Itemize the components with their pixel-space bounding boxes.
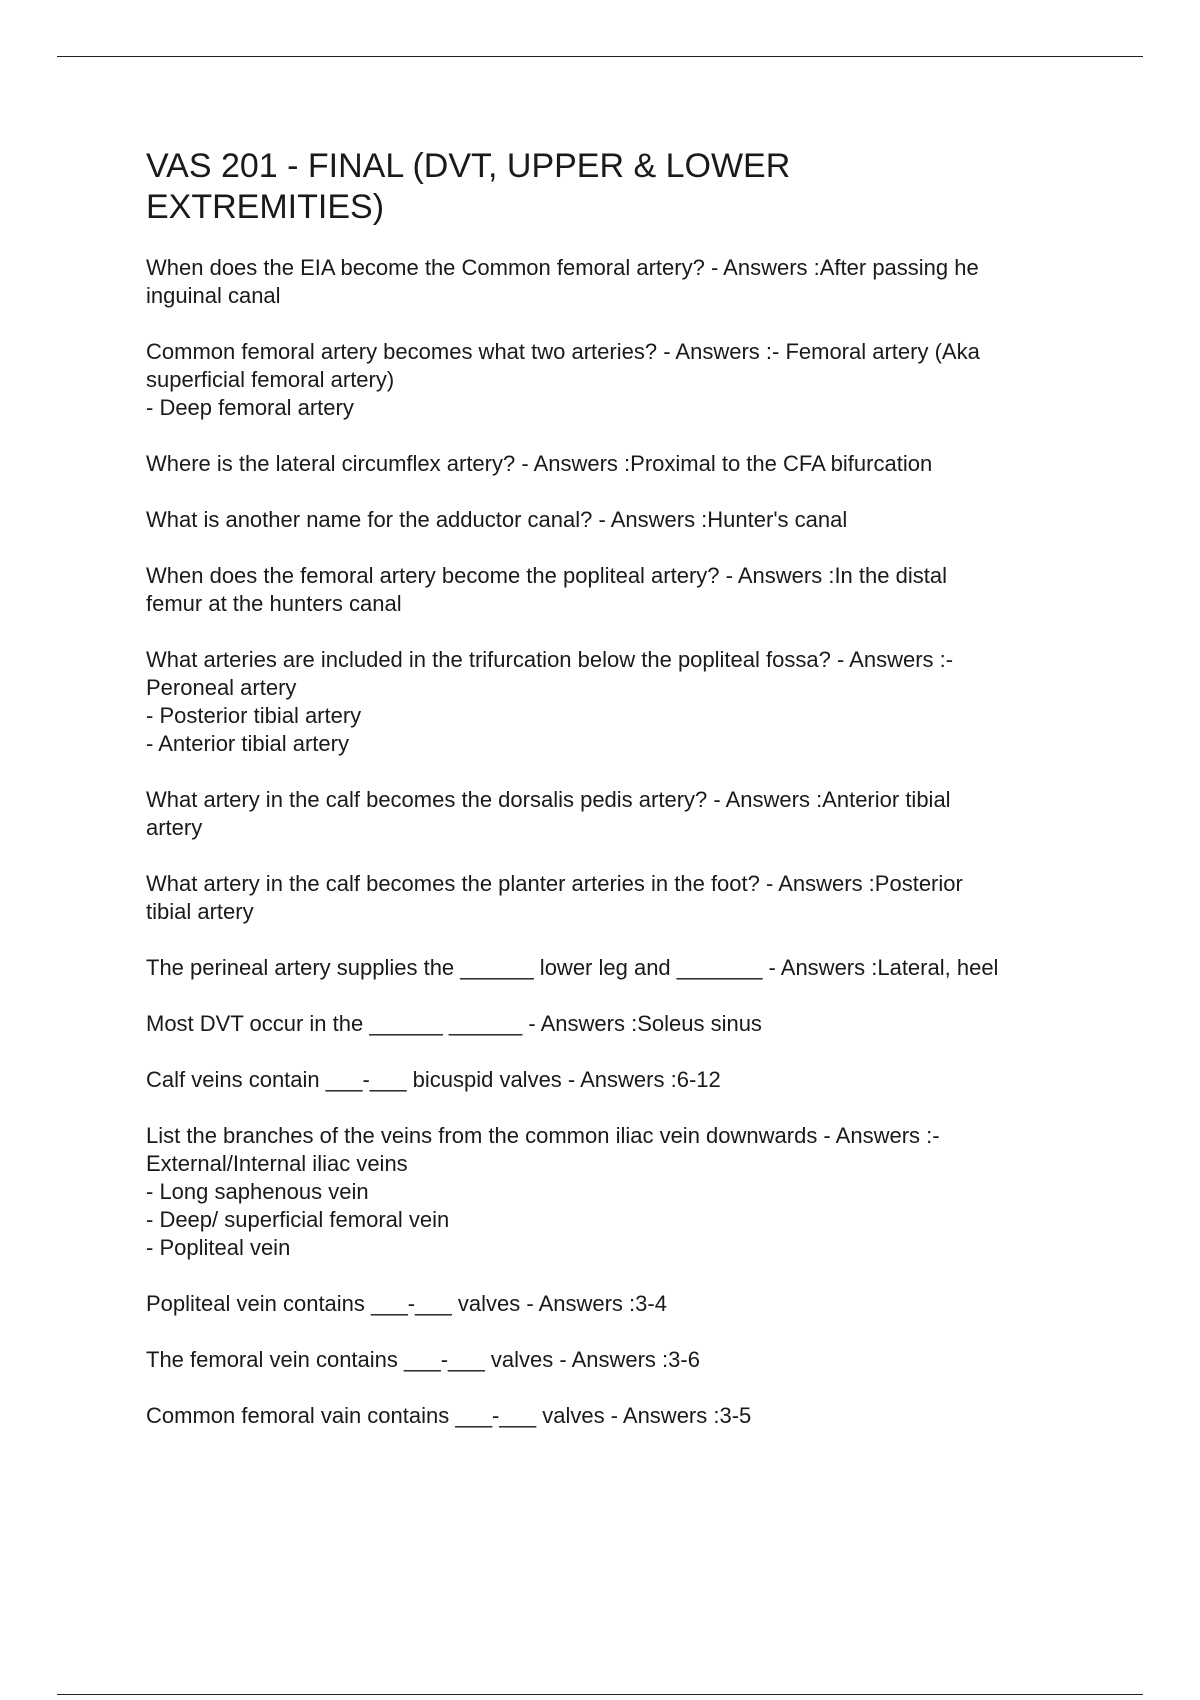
qa-line: What artery in the calf becomes the dorsalis pedis artery? - Answers :Anterior tibial: [146, 787, 951, 812]
qa-item: [146, 1402, 1096, 1430]
qa-item: [146, 1010, 1096, 1038]
qa-item: [146, 254, 1096, 310]
qa-item: [146, 870, 1096, 926]
bottom-divider: [57, 1694, 1143, 1695]
qa-item: [146, 1290, 1096, 1318]
qa-item: [146, 646, 1096, 758]
qa-line: artery: [146, 815, 203, 840]
qa-line: Peroneal artery: [146, 675, 297, 700]
qa-line: Common femoral vain contains ___-___ valves - Answers :3-5: [146, 1403, 752, 1428]
title-line: VAS 201 - FINAL (DVT, UPPER & LOWER: [146, 147, 791, 185]
qa-item: [146, 786, 1096, 842]
qa-line: inguinal canal: [146, 283, 281, 308]
qa-line: - Posterior tibial artery: [146, 703, 362, 728]
qa-line: superficial femoral artery): [146, 367, 395, 392]
qa-line: Calf veins contain ___-___ bicuspid valves - Answers :6-12: [146, 1067, 721, 1092]
qa-line: List the branches of the veins from the common iliac vein downwards - Answers :-: [146, 1123, 940, 1148]
qa-line: The femoral vein contains ___-___ valves - Answers :3-6: [146, 1347, 700, 1372]
qa-line: tibial artery: [146, 899, 254, 924]
qa-line: - Anterior tibial artery: [146, 731, 349, 756]
qa-line: What is another name for the adductor canal? - Answers :Hunter's canal: [146, 507, 848, 532]
qa-line: External/Internal iliac veins: [146, 1151, 408, 1176]
qa-line: femur at the hunters canal: [146, 591, 402, 616]
qa-line: Where is the lateral circumflex artery? - Answers :Proximal to the CFA bifurcation: [146, 451, 933, 476]
qa-item: [146, 450, 1096, 478]
qa-line: When does the EIA become the Common femoral artery? - Answers :After passing he: [146, 255, 979, 280]
qa-item: [146, 506, 1096, 534]
qa-line: Common femoral artery becomes what two arteries? - Answers :- Femoral artery (Aka: [146, 339, 980, 364]
qa-line: Most DVT occur in the ______ ______ - Answers :Soleus sinus: [146, 1011, 762, 1036]
qa-item: [146, 1346, 1096, 1374]
document-body: [146, 146, 1096, 1458]
qa-line: - Popliteal vein: [146, 1235, 291, 1260]
document-title: [146, 146, 1096, 228]
qa-line: What arteries are included in the trifurcation below the popliteal fossa? - Answers :-: [146, 647, 954, 672]
qa-line: - Deep femoral artery: [146, 395, 354, 420]
qa-line: Popliteal vein contains ___-___ valves - Answers :3-4: [146, 1291, 667, 1316]
qa-line: When does the femoral artery become the popliteal artery? - Answers :In the distal: [146, 563, 947, 588]
qa-item: [146, 1066, 1096, 1094]
qa-line: - Deep/ superficial femoral vein: [146, 1207, 450, 1232]
qa-item: [146, 562, 1096, 618]
qa-item: [146, 338, 1096, 422]
qa-item: [146, 1122, 1096, 1262]
top-divider: [57, 56, 1143, 57]
qa-line: - Long saphenous vein: [146, 1179, 369, 1204]
qa-item: [146, 954, 1096, 982]
qa-line: What artery in the calf becomes the planter arteries in the foot? - Answers :Posterior: [146, 871, 963, 896]
title-line: EXTREMITIES): [146, 188, 385, 226]
qa-line: The perineal artery supplies the ______ lower leg and _______ - Answers :Lateral, heel: [146, 955, 999, 980]
